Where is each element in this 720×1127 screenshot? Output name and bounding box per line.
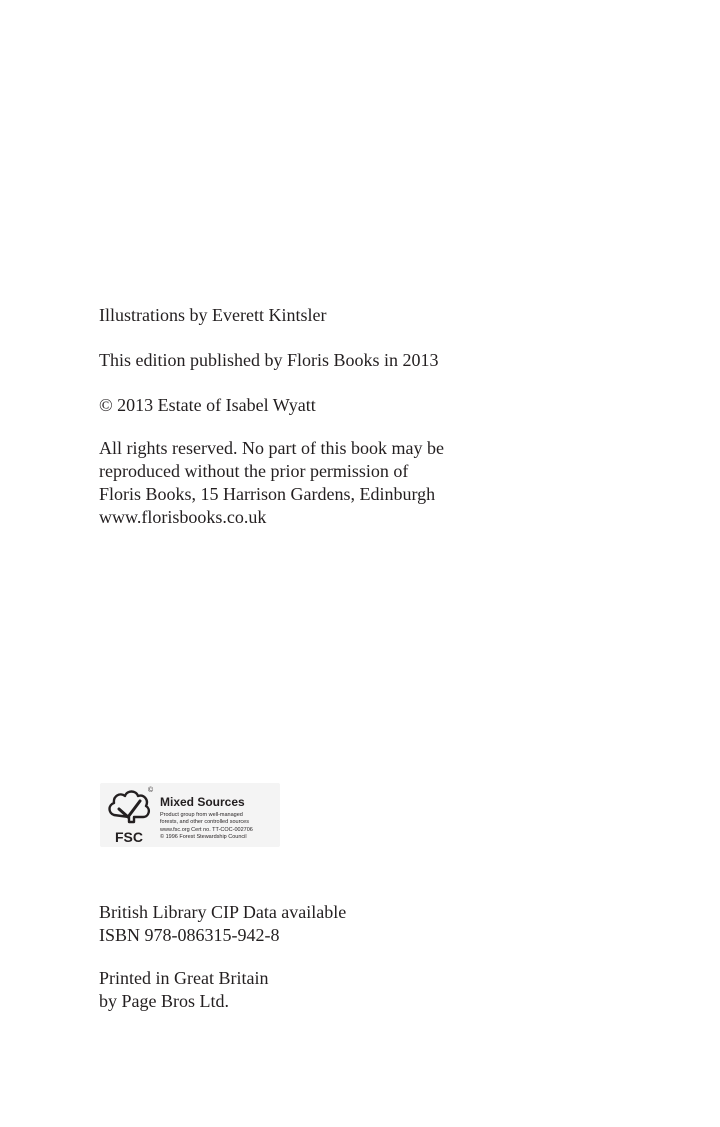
illustrator-credit: Illustrations by Everett Kintsler bbox=[99, 305, 327, 325]
printer-name: by Page Bros Ltd. bbox=[99, 991, 229, 1011]
cip-notice: British Library CIP Data available bbox=[99, 902, 347, 922]
fsc-tree-icon bbox=[104, 787, 154, 845]
isbn: ISBN 978-086315-942-8 bbox=[99, 925, 280, 945]
rights-line: All rights reserved. No part of this book may be bbox=[99, 438, 444, 458]
fsc-line: www.fsc.org Cert no. TT-COC-002706 bbox=[160, 827, 253, 833]
publisher-website: www.florisbooks.co.uk bbox=[99, 507, 267, 527]
rights-statement bbox=[99, 437, 444, 529]
fsc-line: forests, and other controlled sources bbox=[160, 819, 249, 825]
printer-info bbox=[99, 967, 268, 1013]
printed-in: Printed in Great Britain bbox=[99, 968, 269, 988]
fsc-registered-mark: © bbox=[148, 787, 154, 794]
rights-line: Floris Books, 15 Harrison Gardens, Edinburgh bbox=[99, 484, 436, 504]
edition-notice: This edition published by Floris Books in 2013 bbox=[99, 350, 439, 370]
copyright-notice: © 2013 Estate of Isabel Wyatt bbox=[99, 395, 316, 415]
fsc-logo bbox=[100, 783, 280, 847]
fsc-heading: Mixed Sources bbox=[160, 795, 245, 809]
cataloguing-info bbox=[99, 901, 346, 947]
rights-line: reproduced without the prior permission of bbox=[99, 461, 409, 481]
fsc-line: Product group from well-managed bbox=[160, 812, 243, 818]
fsc-line: © 1996 Forest Stewardship Council bbox=[160, 834, 247, 840]
fsc-brand-text: FSC bbox=[115, 829, 143, 845]
